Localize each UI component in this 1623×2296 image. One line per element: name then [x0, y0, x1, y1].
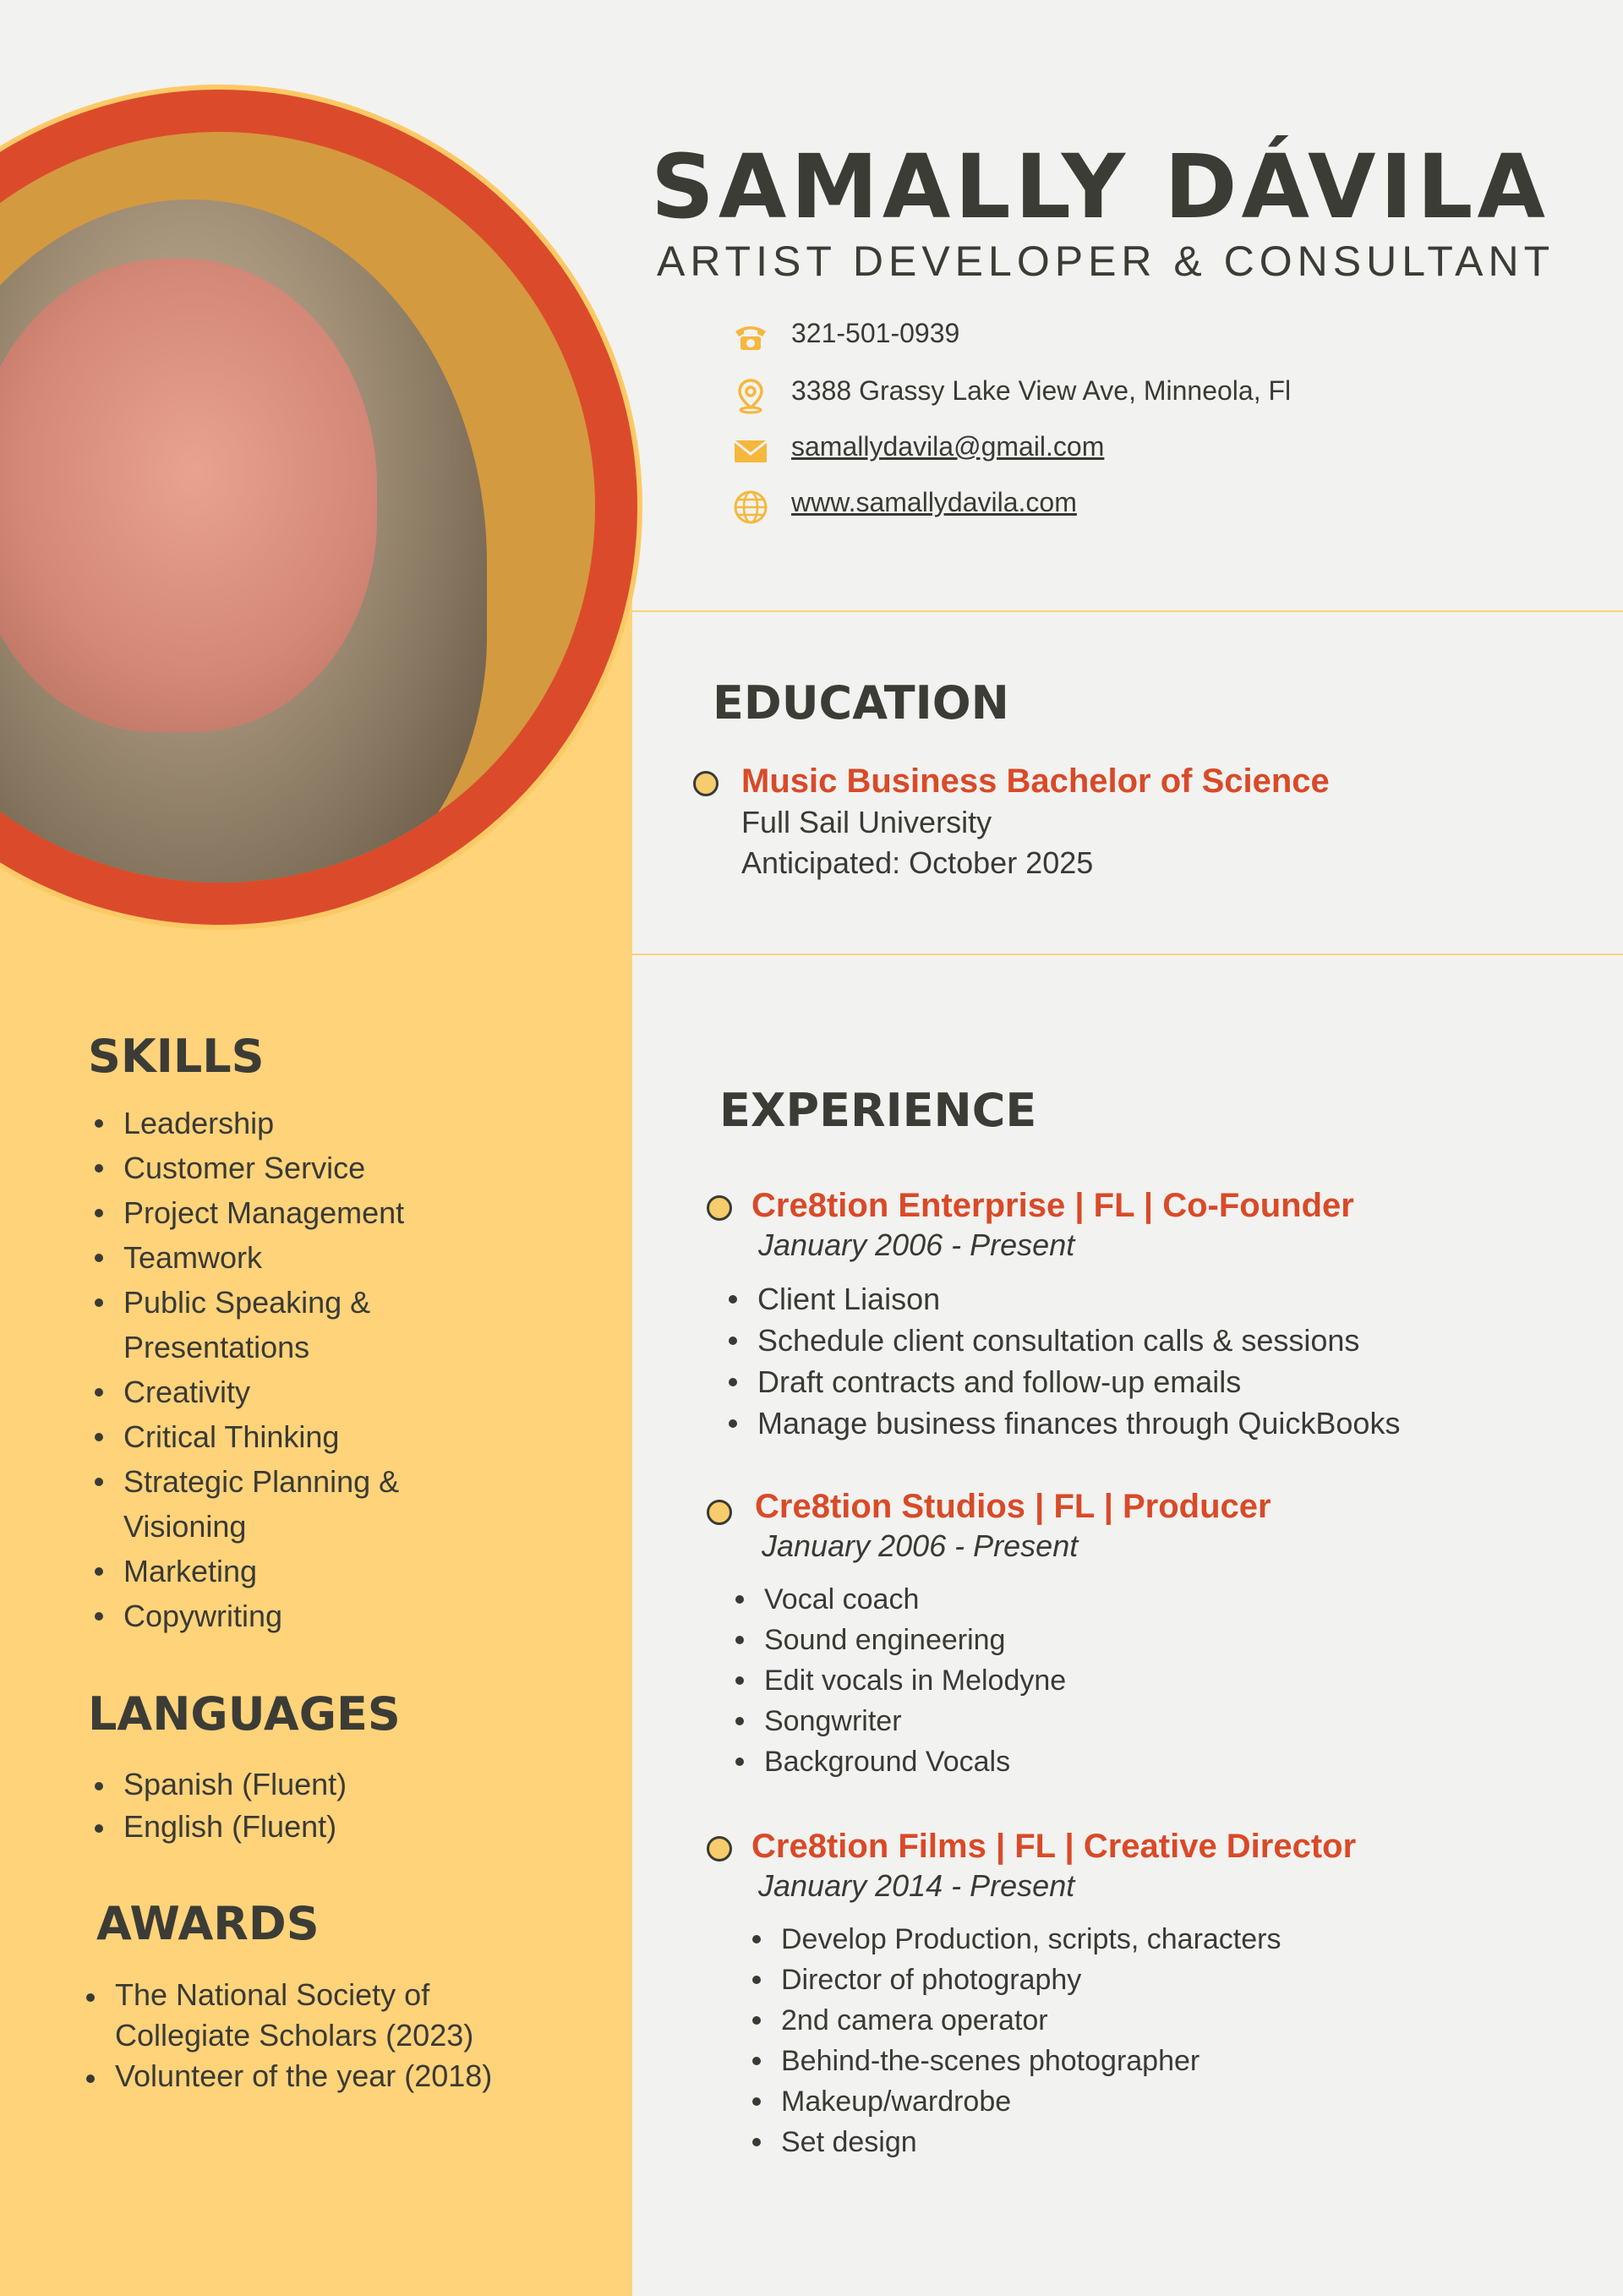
- list-item: Public Speaking &: [90, 1280, 404, 1325]
- job-role: Cre8tion Studios | FL | Producer: [755, 1488, 1271, 1525]
- education-heading: EDUCATION: [713, 676, 1009, 730]
- location-pin-icon: [732, 377, 769, 414]
- job-duties: [730, 1579, 1066, 1782]
- list-item: Spanish (Fluent): [90, 1763, 347, 1806]
- job-duties: [747, 1919, 1281, 2162]
- list-item: Critical Thinking: [90, 1414, 404, 1459]
- awards-list: [81, 1975, 492, 2096]
- education-degree: Music Business Bachelor of Science: [741, 763, 1330, 800]
- list-item-continuation: Collegiate Scholars (2023): [115, 2018, 474, 2053]
- list-item: The National Society of: [81, 1975, 492, 2015]
- job-role: Cre8tion Enterprise | FL | Co-Founder: [751, 1187, 1354, 1224]
- list-item: Client Liaison: [724, 1278, 1400, 1320]
- divider-middle: [632, 954, 1623, 955]
- job-bullet: [707, 1836, 732, 1861]
- divider-top: [632, 610, 1623, 612]
- list-item: Makeup/wardrobe: [747, 2081, 1281, 2122]
- list-item: English (Fluent): [90, 1806, 347, 1848]
- list-item: Project Management: [90, 1190, 404, 1235]
- website-link[interactable]: www.samallydavila.com: [791, 487, 1077, 517]
- awards-heading: AWARDS: [96, 1897, 320, 1950]
- education-school: Full Sail University: [741, 805, 992, 839]
- list-item: Sound engineering: [730, 1620, 1066, 1660]
- list-item: Customer Service: [90, 1145, 404, 1190]
- job-role: Cre8tion Films | FL | Creative Director: [751, 1828, 1357, 1865]
- contact-website[interactable]: [732, 484, 1577, 526]
- profile-photo-face: [0, 259, 377, 732]
- skills-list: [90, 1101, 404, 1638]
- contact-email[interactable]: [732, 428, 1577, 470]
- list-item: Leadership: [90, 1101, 404, 1145]
- list-item: Edit vocals in Melodyne: [730, 1660, 1066, 1701]
- job-dates: January 2014 - Present: [758, 1868, 1075, 1903]
- phone-icon: [732, 320, 769, 357]
- education-bullet: [693, 771, 719, 796]
- list-item: Vocal coach: [730, 1579, 1066, 1620]
- profile-photo: [0, 132, 595, 883]
- job-dates: January 2006 - Present: [762, 1528, 1079, 1563]
- list-item: Teamwork: [90, 1235, 404, 1280]
- list-item: Volunteer of the year (2018): [81, 2056, 492, 2096]
- education-anticipated: Anticipated: October 2025: [741, 845, 1094, 880]
- list-item: Behind-the-scenes photographer: [747, 2041, 1281, 2081]
- list-item: Develop Production, scripts, characters: [747, 1919, 1281, 1960]
- job-bullet: [707, 1500, 732, 1525]
- email-link[interactable]: samallydavila@gmail.com: [791, 431, 1105, 462]
- list-item: Songwriter: [730, 1701, 1066, 1741]
- skills-heading: SKILLS: [88, 1030, 265, 1083]
- job-duties: [724, 1278, 1400, 1444]
- list-item: Marketing: [90, 1549, 404, 1594]
- list-item: Background Vocals: [730, 1741, 1066, 1782]
- job-title: ARTIST DEVELOPER & CONSULTANT: [657, 238, 1555, 285]
- languages-list: [90, 1763, 347, 1848]
- languages-heading: LANGUAGES: [88, 1687, 401, 1741]
- list-item: Manage business finances through QuickBooks: [724, 1402, 1400, 1444]
- list-item: Draft contracts and follow-up emails: [724, 1361, 1400, 1402]
- list-item: 2nd camera operator: [747, 2000, 1281, 2041]
- list-item: Creativity: [90, 1369, 404, 1414]
- list-item: Strategic Planning &: [90, 1459, 404, 1504]
- person-name: SAMALLY DÁVILA: [651, 135, 1549, 238]
- contact-phone: [732, 314, 1577, 357]
- globe-icon: [732, 489, 769, 526]
- address-text: 3388 Grassy Lake View Ave, Minneola, Fl: [791, 375, 1292, 406]
- list-item: Copywriting: [90, 1594, 404, 1638]
- list-item: Director of photography: [747, 1960, 1281, 2000]
- contact-address: [732, 372, 1577, 414]
- list-item: Set design: [747, 2122, 1281, 2162]
- experience-heading: EXPERIENCE: [719, 1084, 1037, 1137]
- phone-number: 321-501-0939: [791, 318, 960, 348]
- list-item-continuation: Presentations: [123, 1330, 310, 1364]
- list-item: Schedule client consultation calls & sessions: [724, 1320, 1400, 1361]
- job-dates: January 2006 - Present: [758, 1227, 1075, 1262]
- job-bullet: [707, 1195, 732, 1221]
- list-item-continuation: Visioning: [123, 1509, 247, 1544]
- envelope-icon: [732, 433, 769, 470]
